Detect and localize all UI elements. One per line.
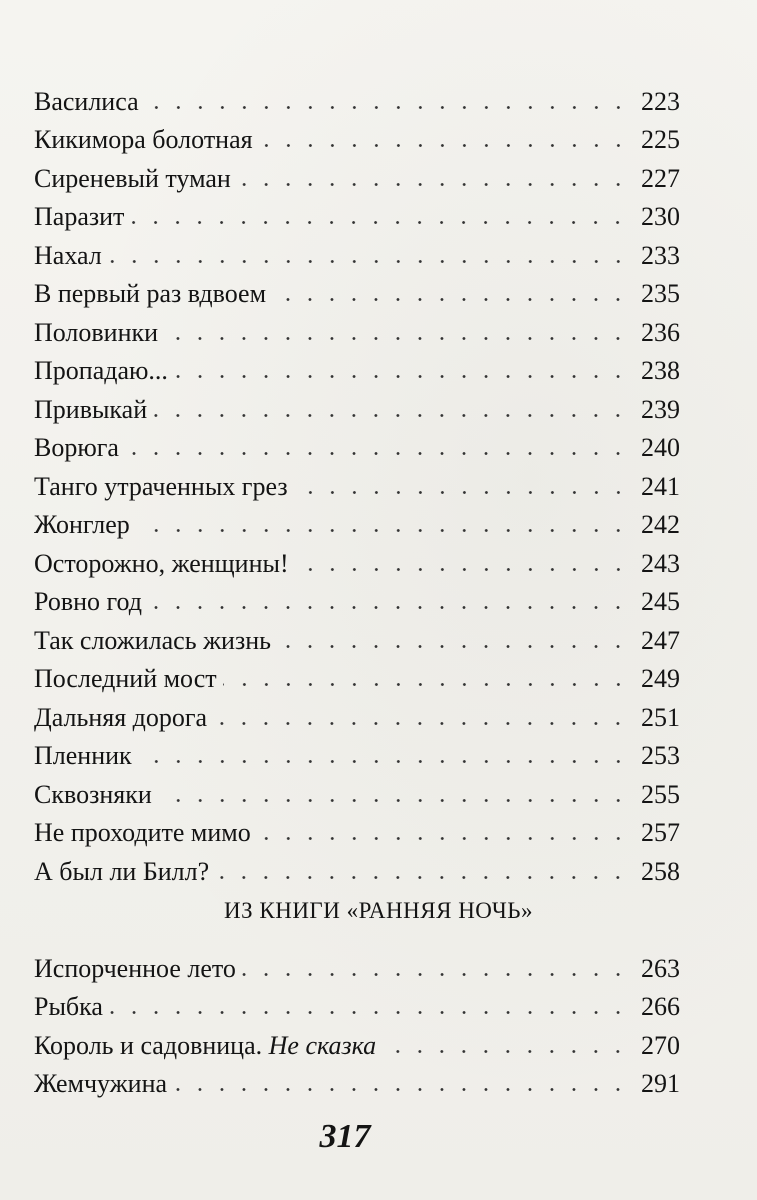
toc-leader <box>109 1011 629 1014</box>
toc-entry <box>34 579 680 618</box>
toc-title: Василиса <box>34 86 139 116</box>
toc-title: Сквозняки <box>34 779 152 809</box>
toc-title: Ровно год <box>34 587 142 616</box>
toc-page: 236 <box>641 317 680 347</box>
toc-title: А был ли Билл? <box>34 856 210 886</box>
toc-title <box>34 1030 382 1060</box>
toc-leader <box>153 414 629 417</box>
toc-title: Пленник <box>34 741 132 770</box>
toc-entry <box>34 117 680 156</box>
toc-entry <box>34 155 680 194</box>
toc-leader <box>223 683 629 686</box>
toc-title: Паразит <box>34 202 125 231</box>
toc-entry <box>34 984 680 1023</box>
toc-leader <box>237 183 629 186</box>
toc-page: 255 <box>641 779 680 809</box>
toc-title: Нахал <box>34 240 102 270</box>
toc-page: 270 <box>641 1030 680 1060</box>
toc-leader <box>136 529 629 532</box>
toc-page: 230 <box>641 202 680 231</box>
toc-entry <box>34 194 680 233</box>
toc-title: Дальняя дорога <box>34 702 208 732</box>
toc-title: Жемчужина <box>34 1069 168 1098</box>
toc-leader <box>125 452 629 455</box>
toc-page: 251 <box>641 702 680 732</box>
table-of-contents <box>34 78 680 887</box>
toc-page: 233 <box>641 240 680 270</box>
toc-leader <box>259 144 629 147</box>
section-heading: ИЗ КНИГИ «РАННЯЯ НОЧЬ» <box>223 898 533 923</box>
toc-entry <box>34 348 680 387</box>
toc-page: 266 <box>641 992 680 1021</box>
toc-entry <box>34 733 680 772</box>
toc-title: Пропадаю... <box>34 356 168 385</box>
toc-leader <box>173 1088 629 1091</box>
toc-entry <box>34 617 680 656</box>
toc-page: 263 <box>641 953 680 983</box>
toc-leader <box>158 799 629 802</box>
toc-entry <box>34 78 680 117</box>
toc-page: 240 <box>641 433 680 462</box>
toc-leader <box>382 1050 629 1053</box>
toc-title: Осторожно, женщины! <box>34 548 289 578</box>
toc-title: Так сложилась жизнь <box>34 625 271 655</box>
toc-page: 257 <box>641 818 680 847</box>
toc-title: Половинки <box>34 317 159 347</box>
toc-entry <box>34 810 680 849</box>
toc-title-main: Король и садовница. <box>34 1030 269 1060</box>
toc-title: Последний мост <box>34 664 217 693</box>
toc-entry <box>34 656 680 695</box>
toc-entry <box>34 502 680 541</box>
toc-entry <box>34 694 680 733</box>
toc-leader <box>145 106 629 109</box>
toc-page: 253 <box>641 741 680 770</box>
toc-page: 249 <box>641 664 680 693</box>
toc-entry <box>34 1022 680 1061</box>
toc-entry <box>34 425 680 464</box>
toc-page: 243 <box>641 548 680 578</box>
toc-entry <box>34 848 680 887</box>
toc-title: Привыкай <box>34 394 148 424</box>
toc-title: Сиреневый туман <box>34 163 231 193</box>
toc-entry <box>34 1061 680 1100</box>
toc-page: 291 <box>641 1069 680 1098</box>
toc-leader <box>164 337 629 340</box>
toc-entry <box>34 945 680 984</box>
toc-entry <box>34 386 680 425</box>
toc-page: 225 <box>641 125 680 154</box>
toc-leader <box>295 568 629 571</box>
toc-leader <box>138 760 629 763</box>
toc-page: 247 <box>641 625 680 655</box>
toc-title: Танго утраченных грез <box>34 471 288 501</box>
toc-entry <box>34 271 680 310</box>
toc-entry <box>34 463 680 502</box>
toc-page: 242 <box>641 510 680 539</box>
toc-leader <box>148 606 629 609</box>
toc-leader <box>213 722 629 725</box>
toc-leader <box>277 645 629 648</box>
toc-leader <box>108 260 629 263</box>
toc-entry <box>34 771 680 810</box>
toc-leader <box>272 298 629 301</box>
toc-page: 258 <box>641 856 680 886</box>
toc-subtitle: Не сказка <box>268 1030 377 1060</box>
toc-page: 235 <box>641 279 680 308</box>
toc-page: 239 <box>641 394 680 424</box>
toc-page: 227 <box>641 163 680 193</box>
toc-title: Жонглер <box>34 510 130 539</box>
toc-leader <box>242 973 629 976</box>
table-of-contents-section <box>34 945 680 1099</box>
toc-entry <box>34 540 680 579</box>
toc-title: Не проходите мимо <box>34 818 251 847</box>
toc-entry <box>34 232 680 271</box>
toc-leader <box>257 837 629 840</box>
toc-entry <box>34 309 680 348</box>
toc-title: Рыбка <box>34 992 103 1021</box>
toc-page: 223 <box>641 86 680 116</box>
toc-title: Кикимора болотная <box>34 125 253 154</box>
toc-leader <box>215 876 629 879</box>
toc-page: 241 <box>641 471 680 501</box>
toc-title: В первый раз вдвоем <box>34 279 267 308</box>
toc-title: Ворюга <box>34 433 119 462</box>
toc-page: 238 <box>641 356 680 385</box>
toc-leader <box>294 491 629 494</box>
page-number: 317 <box>319 1118 371 1155</box>
toc-title: Испорченное лето <box>34 953 236 983</box>
toc-leader <box>174 375 629 378</box>
toc-page: 245 <box>641 587 680 616</box>
toc-leader <box>130 221 629 224</box>
